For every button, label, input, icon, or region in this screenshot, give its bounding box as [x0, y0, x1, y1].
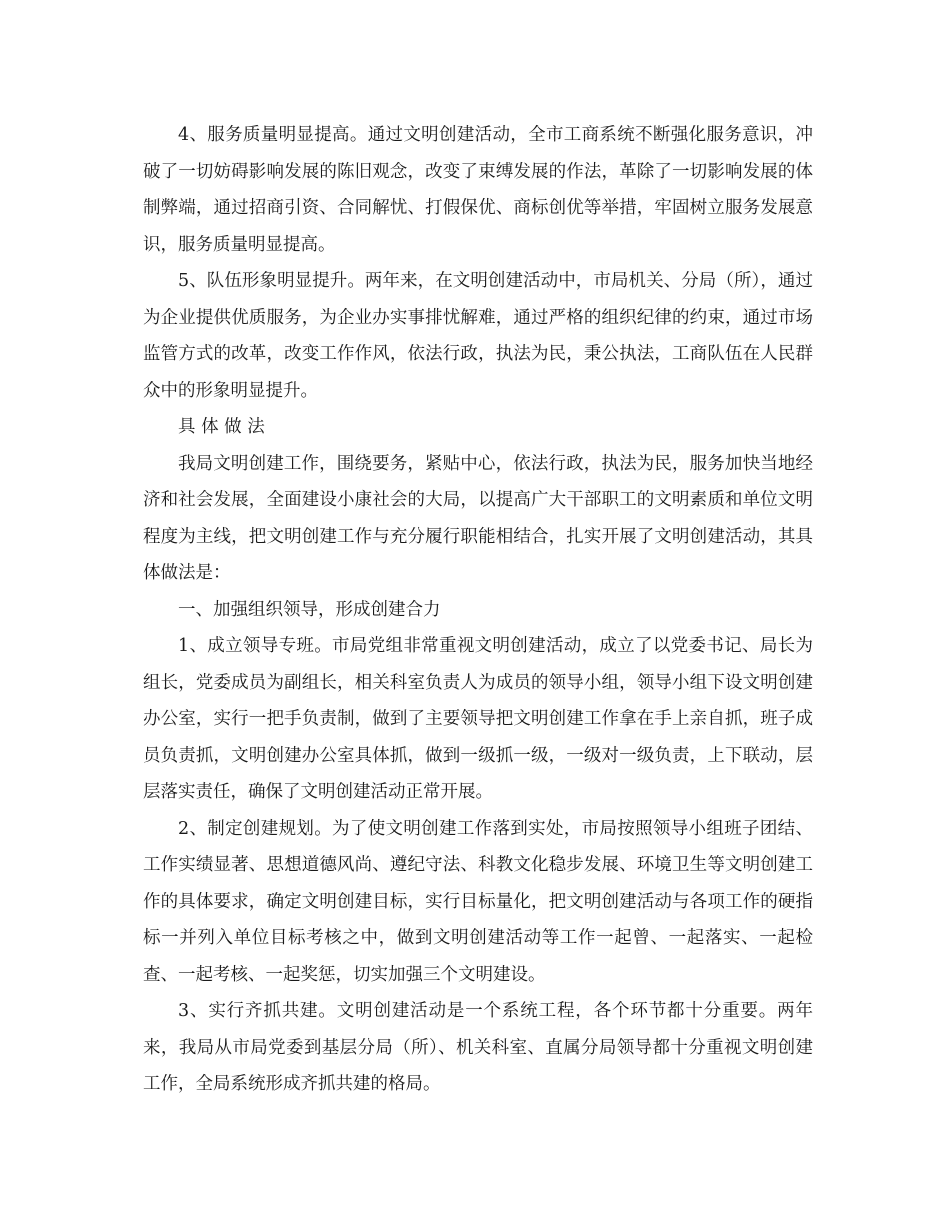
subheading-organization: 一、加强组织领导，形成创建合力 — [178, 599, 441, 620]
paragraph-methods-intro: 我局文明创建工作，围绕要务，紧贴中心，依法行政，执法为民，服务加快当地经济和社会发展，全面建设小康社会的大局，以提高广大干部职工的文明素质和单位文明程度为主线，把文明创建工作与充分履行职能相结合，扎实开展了文明创建活动，其具体做法是： — [143, 453, 813, 583]
paragraph-team-image: 5、队伍形象明显提升。两年来，在文明创建活动中，市局机关、分局（所），通过为企业提供优质服务，为企业办实事排忧解难，通过严格的组织纪律的约束，通过市场监管方式的改革，改变工作作风，依法行政，执法为民，秉公执法，工商队伍在人民群众中的形象明显提升。 — [143, 271, 813, 401]
paragraph-leadership-team: 1、成立领导专班。市局党组非常重视文明创建活动，成立了以党委书记、局长为组长，党委成员为副组长，相关科室负责人为成员的领导小组，领导小组下设文明创建办公室，实行一把手负责制，做到了主要领导把文明创建工作拿在手上亲自抓，班子成员负责抓，文明创建办公室具体抓，做到一级抓一级，一级对一级负责，上下联动，层层落实责任，确保了文明创建活动正常开展。 — [143, 636, 813, 802]
paragraph-joint-effort: 3、实行齐抓共建。文明创建活动是一个系统工程，各个环节都十分重要。两年来，我局从市局党委到基层分局（所）、机关科室、直属分局领导都十分重视文明创建工作，全局系统形成齐抓共建的格局。 — [143, 1001, 813, 1094]
paragraph-planning: 2、制定创建规划。为了使文明创建工作落到实处，市局按照领导小组班子团结、工作实绩显著、思想道德风尚、遵纪守法、科教文化稳步发展、环境卫生等文明创建工作的具体要求，确定文明创建目标，实行目标量化，把文明创建活动与各项工作的硬指标一并列入单位目标考核之中，做到文明创建活动等工作一起曾、一起落实、一起检查、一起考核、一起奖惩，切实加强三个文明建设。 — [143, 818, 813, 985]
section-heading-methods: 具 体 做 法 — [178, 417, 265, 437]
document-body — [143, 117, 813, 1103]
paragraph-service-quality: 4、服务质量明显提高。通过文明创建活动，全市工商系统不断强化服务意识，冲破了一切妨碍影响发展的陈旧观念，改变了束缚发展的作法，革除了一切影响发展的体制弊端，通过招商引资、合同解忧、打假保优、商标创优等举措，牢固树立服务发展意识，服务质量明显提高。 — [143, 125, 813, 255]
